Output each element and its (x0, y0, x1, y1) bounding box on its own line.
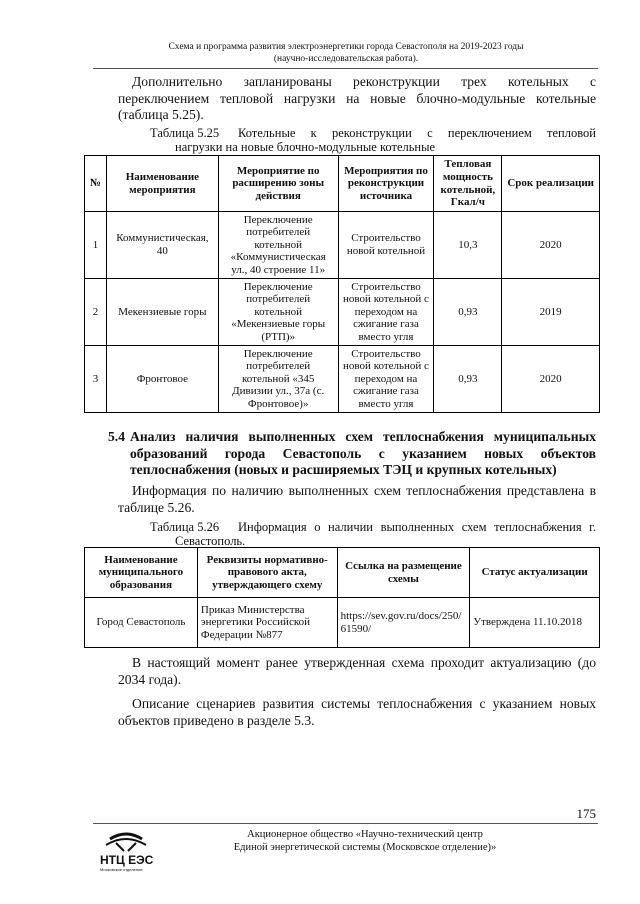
table-cell: 2020 (502, 212, 600, 279)
intro-paragraph: Дополнительно запланированы реконструкции трех котельных с переключением тепловой нагрузки на новые блочно-модульные котельные (таблица 5.25). (118, 74, 596, 122)
info-paragraph: Информация по наличию выполненных схем теплоснабжения представлена в таблице 5.26. (118, 483, 596, 515)
table-row (85, 279, 600, 346)
table-header-row (85, 548, 600, 598)
table-cell: 2 (85, 279, 107, 346)
section-heading (108, 429, 596, 479)
table-5-26-caption-line1: Информация о наличии выполненных схем теплоснабжения г. (238, 520, 596, 534)
table-cell: 0,93 (434, 279, 502, 346)
table-row (85, 212, 600, 279)
column-header: Статус актуализации (470, 548, 600, 598)
header-line-2: (научно-исследовательская работа). (273, 54, 419, 64)
logo-subtext: Московское отделение (100, 867, 143, 872)
table-cell: Утверждена 11.10.2018 (470, 598, 600, 648)
scenarios-paragraph: Описание сценариев развития системы теплоснабжения с указанием новых объектов приведено в разделе 5.3. (118, 696, 596, 728)
table-cell: 0,93 (434, 346, 502, 413)
footer-rule (93, 823, 598, 824)
table-5-25-caption-line1: Котельные к реконструкции с переключением тепловой (238, 126, 596, 140)
actualization-paragraph: В настоящий момент ранее утвержденная схема проходит актуализацию (до 2034 года). (118, 655, 596, 687)
table-cell: Коммунистическая, 40 (106, 212, 218, 279)
scheme-link[interactable]: https://sev.gov.ru/docs/250/61590/ (337, 598, 470, 648)
table-cell: Мекензиевые горы (106, 279, 218, 346)
column-header: Тепловая мощность котельной, Гкал/ч (434, 156, 502, 212)
table-cell: Переключение потребителей котельной «Коммунистическая ул., 40 строение 11» (218, 212, 338, 279)
table-cell: Строительство новой котельной с переходом на сжигание газа вместо угля (338, 346, 434, 413)
column-header: № (85, 156, 107, 212)
table-5-26 (84, 547, 600, 648)
section-title: Анализ наличия выполненных схем теплоснабжения муниципальных образований города Севастополь с указанием новых объектов теплоснабжения (новых и расширяемых ТЭЦ и крупных котельных) (130, 429, 596, 477)
table-cell: 10,3 (434, 212, 502, 279)
table-cell: Переключение потребителей котельной «345 Дивизии ул., 37а (с. Фронтовое)» (218, 346, 338, 413)
table-5-26-caption (150, 520, 596, 548)
header-rule (93, 68, 598, 69)
table-row (85, 598, 600, 648)
table-header-row (85, 156, 600, 212)
column-header: Мероприятие по расширению зоны действия (218, 156, 338, 212)
header-line-1: Схема и программа развития электроэнергетики города Севастополя на 2019-2023 годы (168, 42, 524, 52)
table-cell: 3 (85, 346, 107, 413)
table-cell: 2020 (502, 346, 600, 413)
company-logo (96, 831, 176, 875)
table-cell: Строительство новой котельной с переходом на сжигание газа вместо угля (338, 279, 434, 346)
table-5-25-caption-label: Таблица 5.25 (150, 126, 220, 140)
table-cell: Строительство новой котельной (338, 212, 434, 279)
page-number: 175 (576, 806, 596, 821)
table-cell: Фронтовое (106, 346, 218, 413)
logo-text: НТЦ ЕЭС (100, 853, 154, 867)
table-row (85, 346, 600, 413)
section-number: 5.4 (108, 429, 125, 444)
table-cell: 2019 (502, 279, 600, 346)
table-5-25-caption-line2: нагрузки на новые блочно-модульные котельные (175, 140, 436, 154)
table-5-25 (84, 155, 600, 413)
table-5-25-caption (150, 126, 596, 154)
table-cell: Город Севастополь (85, 598, 198, 648)
table-cell: Переключение потребителей котельной «Мекензиевые горы (РТП)» (218, 279, 338, 346)
column-header: Срок реализации (502, 156, 600, 212)
table-cell: 1 (85, 212, 107, 279)
footer-line-1: Акционерное общество «Научно-технический центр (247, 829, 483, 840)
column-header: Ссылка на размещение схемы (337, 548, 470, 598)
column-header: Наименование муниципального образования (85, 548, 198, 598)
column-header: Реквизиты нормативно-правового акта, утверждающего схему (197, 548, 337, 598)
footer-line-2: Единой энергетической системы (Московское отделение)» (233, 841, 497, 853)
footer (200, 829, 530, 854)
column-header: Наименование мероприятия (106, 156, 218, 212)
running-header (96, 41, 596, 65)
table-5-26-caption-line2: Севастополь. (175, 534, 246, 548)
table-5-26-caption-label: Таблица 5.26 (150, 520, 220, 534)
column-header: Мероприятия по реконструкции источника (338, 156, 434, 212)
table-cell: Приказ Министерства энергетики Российской Федерации №877 (197, 598, 337, 648)
